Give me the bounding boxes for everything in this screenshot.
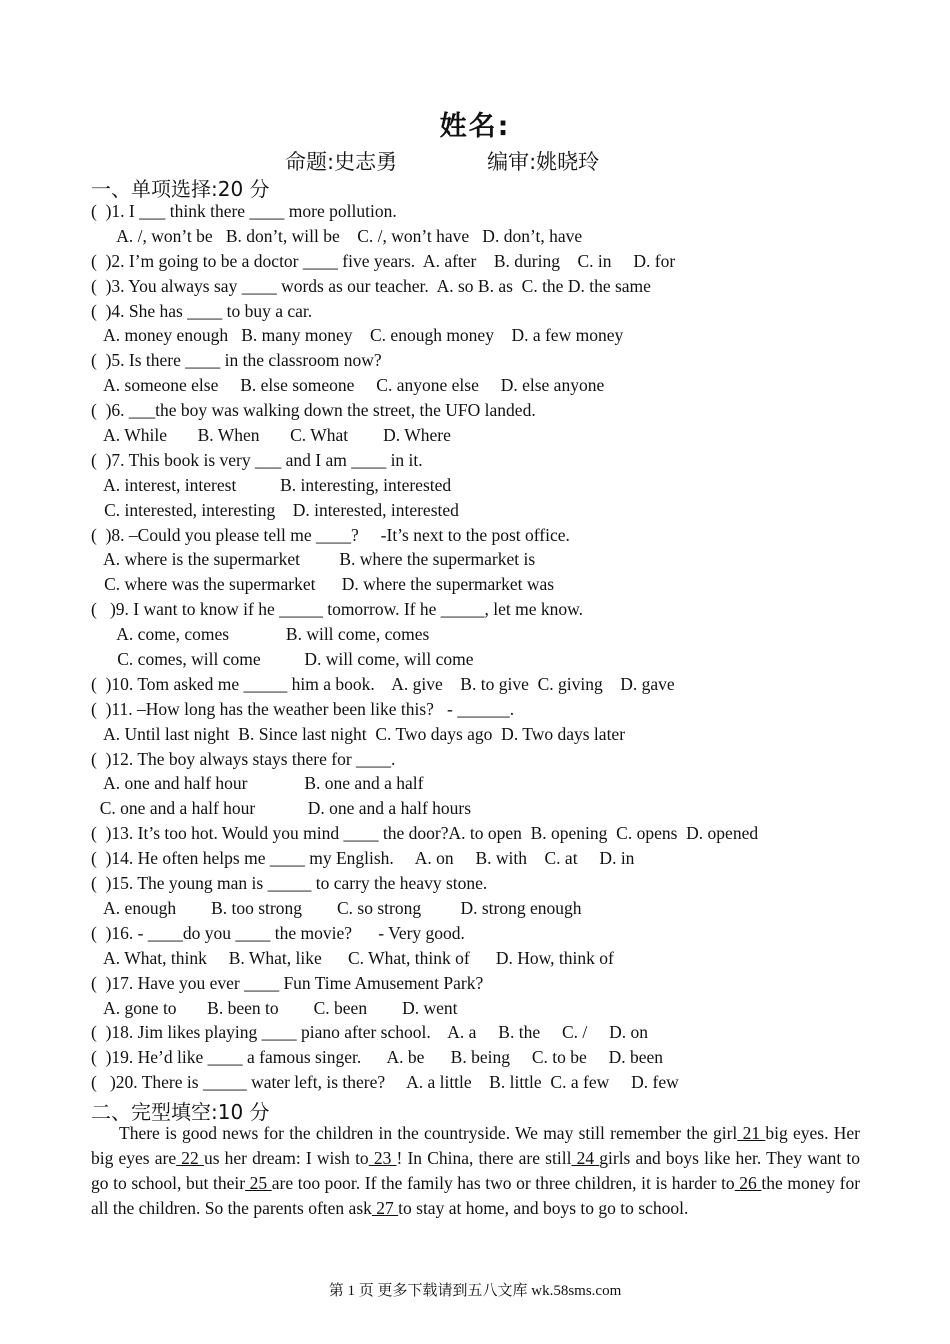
cloze-blank: 21 [737,1123,766,1143]
question-line: ( )13. It’s too hot. Would you mind ____ the door?A. to open B. opening C. opens D. opened [91,823,759,844]
question-line: ( )5. Is there ____ in the classroom now? [91,350,382,371]
question-line: ( )8. –Could you please tell me ____? -It’s next to the post office. [91,524,570,545]
question-line: ( )1. I ___ think there ____ more pollution. [91,201,397,221]
passage-text-segment: There is good news for the children in the countryside. We may still remember the girl [119,1123,738,1143]
question-line: ( )10. Tom asked me _____ him a book. A. give B. to give C. giving D. gave [91,673,675,694]
question-line: ( )7. This book is very ___ and I am ____ in it. [91,449,423,470]
question-line: ( )20. There is _____ water left, is there? A. a little B. little C. a few D. few [91,1072,679,1093]
cloze-passage [91,1121,860,1221]
question-line: A. interest, interest B. interesting, interested [91,474,452,495]
question-line: ( )12. The boy always stays there for ____. [91,748,396,769]
question-line: A. money enough B. many money C. enough money D. a few money [91,325,624,346]
question-line: C. where was the supermarket D. where the supermarket was [91,574,555,595]
question-line: C. interested, interesting D. interested, interested [91,499,459,520]
section1-heading: 一、单项选择:20 分 [91,177,270,201]
question-line: A. where is the supermarket B. where the supermarket is [91,549,536,570]
passage-text-segment: us her dream: I wish to [203,1147,369,1168]
question-line: A. What, think B. What, like C. What, think of D. How, think of [91,947,614,968]
passage-text-segment: are too poor. If the family has two or three children, it is harder to [271,1172,735,1193]
page-footer: 第 1 页 更多下载请到五八文库 wk.58sms.com [328,1283,622,1299]
cloze-blank: 26 [734,1172,762,1193]
author-label: 命题:史志勇 [285,150,398,174]
question-line: C. one and a half hour D. one and a half hours [91,798,472,819]
question-line: A. enough B. too strong C. so strong D. strong enough [91,897,582,918]
question-line: ( )11. –How long has the weather been like this? - ______. [91,698,515,719]
cloze-paragraph [91,1121,860,1221]
question-line: A. While B. When C. What D. Where [91,425,451,446]
question-line: ( )15. The young man is _____ to carry the heavy stone. [91,873,488,894]
cloze-blank: 23 [368,1147,397,1168]
reviewer-label: 编审:姚晓玲 [487,150,600,174]
question-line: ( )19. He’d like ____ a famous singer. A. be B. being C. to be D. been [91,1047,664,1068]
passage-text-segment: the money for all the children. So the parents often ask [91,1172,861,1218]
question-line: A. Until last night B. Since last night C. Two days ago D. Two days later [91,723,626,744]
question-line: ( )9. I want to know if he _____ tomorrow. If he _____, let me know. [91,599,584,620]
question-line: ( )6. ___the boy was walking down the street, the UFO landed. [91,400,536,421]
section2-heading: 二、完型填空:10 分 [91,1100,270,1124]
cloze-blank: 22 [176,1147,204,1168]
question-line: A. gone to B. been to C. been D. went [91,997,458,1018]
section1-questions [91,199,871,1095]
question-line: A. one and half hour B. one and a half [91,773,424,794]
question-line: ( )17. Have you ever ____ Fun Time Amusement Park? [91,972,484,993]
cloze-blank: 24 [571,1147,600,1168]
question-line: A. /, won’t be B. don’t, will be C. /, won’t have D. don’t, have [91,225,583,246]
passage-text-segment: girls and boys like her. They want to go to school, but their [91,1147,861,1193]
question-line: ( )18. Jim likes playing ____ piano after school. A. a B. the C. / D. on [91,1022,649,1043]
passage-text-segment: ! In China, there are still [396,1147,572,1168]
question-line: A. someone else B. else someone C. anyone else D. else anyone [91,375,605,396]
cloze-blank: 27 [371,1197,399,1218]
question-line: ( )2. I’m going to be a doctor ____ five years. A. after B. during C. in D. for [91,250,676,271]
cloze-blank: 25 [245,1172,272,1193]
passage-text-segment: to stay at home, and boys to go to school. [398,1197,689,1218]
question-line: ( )3. You always say ____ words as our teacher. A. so B. as C. the D. the same [91,275,651,296]
question-line: A. come, comes B. will come, comes [91,624,430,645]
question-line: ( )16. - ____do you ____ the movie? - Very good. [91,922,465,943]
question-line: C. comes, will come D. will come, will come [91,649,474,670]
page-title: 姓名: [439,111,511,142]
question-line: ( )4. She has ____ to buy a car. [91,300,313,321]
question-line: ( )14. He often helps me ____ my English. A. on B. with C. at D. in [91,848,635,869]
passage-text-segment: big eyes. Her big eyes are [91,1123,860,1168]
author-line [285,146,599,176]
